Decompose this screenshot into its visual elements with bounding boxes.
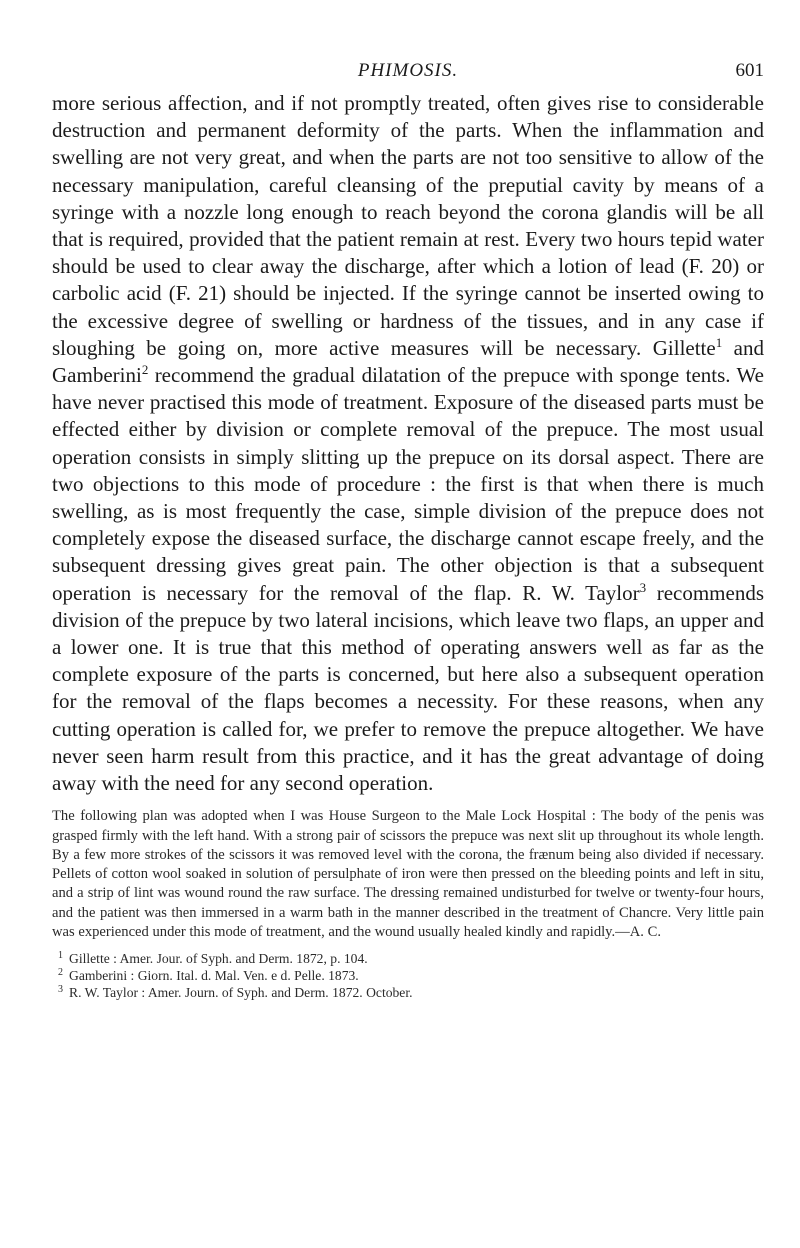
page-number: 601 (735, 60, 764, 81)
footnote-text: Gillette : Amer. Jour. of Syph. and Derm. 1872, p. 104. (69, 951, 368, 967)
footnote-ref-2: 2 (141, 362, 149, 378)
footnotes (52, 950, 764, 1001)
footnote-ref-3: 3 (639, 579, 647, 595)
text-segment-2: and Gamberini (52, 335, 764, 388)
footnote-mark: 3 (58, 983, 63, 995)
text-segment-3: recommend the gradual dilatation of the prepuce with sponge tents. We have never practised this mode of treatment. Exposure of the diseased parts must be effected either by division or complete removal of the prepuce. The most usual operation consists in simply slitting up the prepuce on its dorsal aspect. There are two objections to this mode of procedure : the first is that when there is much swelling, as is most frequently the case, simple division of the prepuce does not completely expose the diseased surface, the discharge cannot escape freely, and the subsequent dressing gives great pain. The other objection is that a subsequent operation is necessary for the removal of the flap. R. W. Taylor (52, 363, 764, 605)
running-head (52, 60, 764, 90)
editor-note: The following plan was adopted when I was House Surgeon to the Male Lock Hospital : The body of the penis was grasped firmly with the left hand. With a strong pair of scissors the prepuce was next slit up throughout its whole length. By a few more strokes of the scissors it was removed level with the corona, the frænum being also divided if necessary. Pellets of cotton wool soaked in solution of persulphate of iron were then pressed on the bleeding points and left in situ, and a strip of lint was wound round the raw surface. The dressing remained undisturbed for twelve or twenty-four hours, and the patient was then immersed in a warm bath in the manner described in the treatment of Chancre. Very little pain was experienced under this mode of treatment, and the wound usually healed kindly and rapidly.—A. C. (52, 808, 764, 941)
main-paragraph (52, 90, 764, 797)
paragraph-text (52, 90, 764, 797)
footnote (52, 984, 764, 1001)
footnote-mark: 1 (58, 949, 63, 961)
footnote-text: R. W. Taylor : Amer. Journ. of Syph. and Derm. 1872. October. (69, 985, 413, 1001)
footnote-text: Gamberini : Giorn. Ital. d. Mal. Ven. e d. Pelle. 1873. (69, 968, 359, 984)
page (52, 60, 764, 1001)
footnote (52, 950, 764, 967)
text-segment-4: recommends division of the prepuce by two lateral incisions, which leave two flaps, an upper and a lower one. It is true that this method of operating answers well as far as the complete exposure of the parts is concerned, but here also a subsequent operation for the removal of the flaps becomes a necessity. For these reasons, when any cutting operation is called for, we prefer to remove the prepuce altogether. We have never seen harm result from this practice, and it has the great advantage of doing away with the need for any second operation. (52, 580, 764, 796)
footnote-mark: 2 (58, 966, 63, 978)
footnote-ref-1: 1 (715, 334, 723, 350)
running-title: PHIMOSIS. (357, 60, 459, 81)
footnote (52, 967, 764, 984)
text-segment-1: more serious affection, and if not promptly treated, often gives rise to considerable destruction and permanent deformity of the parts. When the inflammation and swelling are not very great, and when the parts are not too sensitive to allow of the necessary manipulation, careful cleansing of the preputial cavity by means of a syringe with a nozzle long enough to reach beyond the corona glandis will be all that is required, provided that the patient remain at rest. Every two hours tepid water should be used to clear away the discharge, after which a lotion of lead (F. 20) or carbolic acid (F. 21) should be injected. If the syringe cannot be inserted owing to the excessive degree of swelling or hardness of the tissues, and in any case if sloughing be going on, more active measures will be necessary. Gillette (52, 91, 764, 360)
